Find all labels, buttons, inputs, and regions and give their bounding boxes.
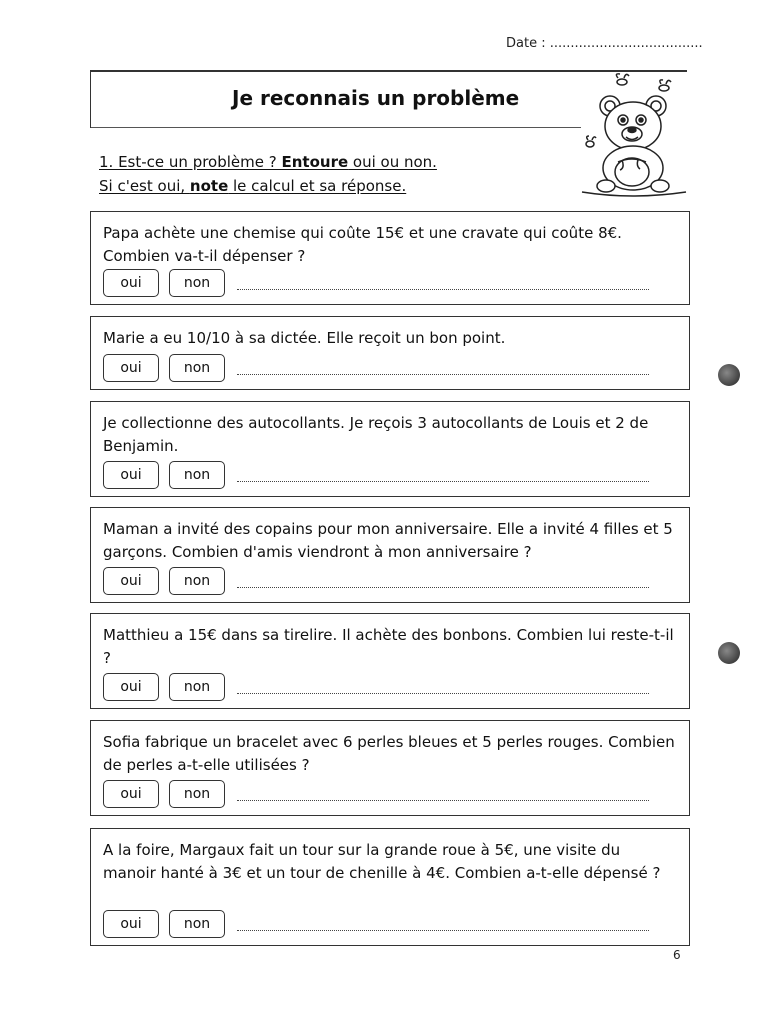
instruction-keyword-entoure: Entoure bbox=[281, 153, 349, 171]
problem-text: A la foire, Margaux fait un tour sur la grande roue à 5€, une visite du manoir hanté à 3€ et un tour de chenille à 4€. Combien a-t-elle dépensé ? bbox=[103, 841, 661, 882]
answer-line[interactable] bbox=[237, 289, 649, 290]
problem-box bbox=[90, 613, 690, 709]
bear-honey-pot-illustration bbox=[578, 72, 688, 198]
non-option[interactable]: non bbox=[169, 673, 225, 701]
instruction-keyword-note: note bbox=[189, 177, 229, 195]
oui-option[interactable]: oui bbox=[103, 910, 159, 938]
punch-hole-icon bbox=[718, 642, 740, 664]
problem-text: Matthieu a 15€ dans sa tirelire. Il achète des bonbons. Combien lui reste-t-il ? bbox=[103, 626, 674, 667]
answer-line[interactable] bbox=[237, 930, 649, 931]
problem-text: Marie a eu 10/10 à sa dictée. Elle reçoit un bon point. bbox=[103, 329, 506, 347]
answer-line[interactable] bbox=[237, 800, 649, 801]
oui-option[interactable]: oui bbox=[103, 461, 159, 489]
oui-option[interactable]: oui bbox=[103, 673, 159, 701]
oui-option[interactable]: oui bbox=[103, 780, 159, 808]
non-option[interactable]: non bbox=[169, 269, 225, 297]
page-title: Je reconnais un problème bbox=[232, 86, 520, 110]
problem-box bbox=[90, 316, 690, 390]
non-option[interactable]: non bbox=[169, 354, 225, 382]
answer-line[interactable] bbox=[237, 374, 649, 375]
instruction-line-2 bbox=[99, 177, 406, 195]
problem-text: Papa achète une chemise qui coûte 15€ et une cravate qui coûte 8€. Combien va-t-il dépenser ? bbox=[103, 224, 622, 265]
answer-line[interactable] bbox=[237, 693, 649, 694]
problem-box bbox=[90, 828, 690, 946]
answer-row bbox=[103, 566, 649, 596]
answer-row bbox=[103, 460, 649, 490]
punch-hole-icon bbox=[718, 364, 740, 386]
answer-row bbox=[103, 909, 649, 939]
date-dots[interactable]: ..................................... bbox=[549, 36, 703, 51]
page-number: 6 bbox=[673, 948, 681, 962]
non-option[interactable]: non bbox=[169, 461, 225, 489]
oui-option[interactable]: oui bbox=[103, 567, 159, 595]
instruction-line-1 bbox=[99, 153, 437, 171]
answer-row bbox=[103, 672, 649, 702]
date-label: Date : bbox=[506, 36, 546, 51]
answer-row bbox=[103, 353, 649, 383]
problem-box bbox=[90, 720, 690, 816]
answer-line[interactable] bbox=[237, 481, 649, 482]
problem-text: Maman a invité des copains pour mon anniversaire. Elle a invité 4 filles et 5 garçons. Combien d'amis viendront à mon anniversaire ? bbox=[103, 520, 673, 561]
problem-box bbox=[90, 211, 690, 305]
instruction-text: 1. Est-ce un problème ? bbox=[99, 153, 282, 171]
answer-row bbox=[103, 779, 649, 809]
oui-option[interactable]: oui bbox=[103, 354, 159, 382]
non-option[interactable]: non bbox=[169, 567, 225, 595]
non-option[interactable]: non bbox=[169, 910, 225, 938]
answer-row bbox=[103, 268, 649, 298]
problem-text: Sofia fabrique un bracelet avec 6 perles bleues et 5 perles rouges. Combien de perles a-t-elle utilisées ? bbox=[103, 733, 675, 774]
instruction-text: oui ou non. bbox=[348, 153, 437, 171]
answer-line[interactable] bbox=[237, 587, 649, 588]
date-field bbox=[506, 36, 703, 51]
problem-box bbox=[90, 507, 690, 603]
non-option[interactable]: non bbox=[169, 780, 225, 808]
oui-option[interactable]: oui bbox=[103, 269, 159, 297]
instruction-text: le calcul et sa réponse. bbox=[228, 177, 407, 195]
problem-text: Je collectionne des autocollants. Je reçois 3 autocollants de Louis et 2 de Benjamin. bbox=[103, 414, 649, 455]
problem-box bbox=[90, 401, 690, 497]
instruction-text: Si c'est oui, bbox=[99, 177, 190, 195]
